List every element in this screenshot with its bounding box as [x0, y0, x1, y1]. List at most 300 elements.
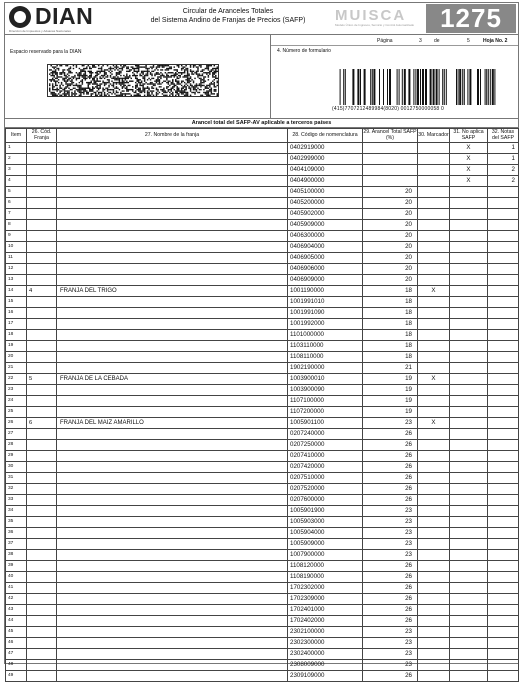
- cell-nombre-franja: [57, 671, 288, 682]
- cell-nombre-franja: [57, 638, 288, 649]
- cell-arancel: 26: [363, 583, 418, 594]
- cell-nomenclatura: 0405902000: [288, 209, 363, 220]
- cell-arancel: 26: [363, 429, 418, 440]
- cell-marcador: X: [418, 286, 450, 297]
- reserved-space-label: Espacio reservado para la DIAN: [10, 49, 82, 55]
- cell-arancel: 19: [363, 396, 418, 407]
- cell-notas: [488, 660, 519, 671]
- cell-no-aplica: [450, 660, 488, 671]
- cell-nombre-franja: [57, 308, 288, 319]
- cell-marcador: [418, 638, 450, 649]
- cell-cod-franja: [27, 517, 57, 528]
- cell-arancel: 26: [363, 473, 418, 484]
- table-row: [6, 605, 519, 616]
- cell-item: 23: [6, 385, 27, 396]
- cell-no-aplica: [450, 429, 488, 440]
- cell-nombre-franja: [57, 176, 288, 187]
- cell-nomenclatura: 1005904000: [288, 528, 363, 539]
- cell-no-aplica: [450, 297, 488, 308]
- cell-nombre-franja: FRANJA DEL TRIGO: [57, 286, 288, 297]
- table-row: [6, 594, 519, 605]
- cell-marcador: X: [418, 374, 450, 385]
- cell-item: 5: [6, 187, 27, 198]
- cell-arancel: [363, 176, 418, 187]
- cell-nomenclatura: 1103110000: [288, 341, 363, 352]
- cell-nombre-franja: [57, 396, 288, 407]
- cell-nomenclatura: 1101000000: [288, 330, 363, 341]
- cell-no-aplica: [450, 242, 488, 253]
- cell-marcador: [418, 506, 450, 517]
- cell-notas: [488, 528, 519, 539]
- table-row: [6, 583, 519, 594]
- cell-arancel: 23: [363, 638, 418, 649]
- cell-notas: [488, 440, 519, 451]
- cell-cod-franja: [27, 308, 57, 319]
- cell-cod-franja: [27, 143, 57, 154]
- dian-barcode-2d: [47, 64, 219, 97]
- cell-notas: [488, 209, 519, 220]
- cell-nomenclatura: 1005909000: [288, 539, 363, 550]
- cell-arancel: 20: [363, 198, 418, 209]
- cell-notas: [488, 231, 519, 242]
- cell-nombre-franja: [57, 352, 288, 363]
- cell-arancel: 23: [363, 660, 418, 671]
- cell-item: 35: [6, 517, 27, 528]
- cell-no-aplica: [450, 671, 488, 682]
- col-header-cod-franja: 26. Cód. Franja: [27, 129, 57, 143]
- cell-no-aplica: [450, 550, 488, 561]
- logo-text: DIAN: [35, 3, 94, 29]
- logo-subtitle: Dirección de Impuestos y Aduanas Nacionales: [9, 29, 71, 33]
- table-row: [6, 165, 519, 176]
- table-header-row: [6, 129, 519, 143]
- cell-arancel: 23: [363, 517, 418, 528]
- cell-item: 48: [6, 660, 27, 671]
- cell-cod-franja: [27, 462, 57, 473]
- cell-nomenclatura: 0404900000: [288, 176, 363, 187]
- form-header: [5, 3, 518, 35]
- cell-nomenclatura: 1005903000: [288, 517, 363, 528]
- cell-nombre-franja: [57, 253, 288, 264]
- title-line-1: Circular de Aranceles Totales: [182, 8, 274, 15]
- cell-cod-franja: [27, 528, 57, 539]
- cell-nomenclatura: 2308009000: [288, 660, 363, 671]
- cell-no-aplica: [450, 209, 488, 220]
- cell-no-aplica: X: [450, 165, 488, 176]
- cell-item: 15: [6, 297, 27, 308]
- table-row: [6, 462, 519, 473]
- cell-cod-franja: [27, 396, 57, 407]
- table-row: [6, 495, 519, 506]
- cell-marcador: [418, 594, 450, 605]
- cell-item: 16: [6, 308, 27, 319]
- cell-marcador: [418, 242, 450, 253]
- table-row: [6, 297, 519, 308]
- cell-arancel: 20: [363, 209, 418, 220]
- cell-nombre-franja: [57, 561, 288, 572]
- table-row: [6, 154, 519, 165]
- cell-notas: 2: [488, 176, 519, 187]
- cell-marcador: [418, 319, 450, 330]
- cell-no-aplica: [450, 253, 488, 264]
- cell-no-aplica: [450, 396, 488, 407]
- cell-cod-franja: [27, 495, 57, 506]
- table-row: [6, 385, 519, 396]
- cell-nomenclatura: 0207240000: [288, 429, 363, 440]
- cell-no-aplica: [450, 275, 488, 286]
- cell-marcador: [418, 473, 450, 484]
- cell-no-aplica: [450, 264, 488, 275]
- cell-cod-franja: [27, 220, 57, 231]
- cell-nombre-franja: [57, 264, 288, 275]
- cell-no-aplica: [450, 330, 488, 341]
- section-title: Arancel total del SAFP-AV aplicable a terceros países: [5, 119, 518, 128]
- cell-nomenclatura: 2302400000: [288, 649, 363, 660]
- table-row: [6, 198, 519, 209]
- table-row: [6, 539, 519, 550]
- cell-nombre-franja: [57, 517, 288, 528]
- cell-cod-franja: [27, 660, 57, 671]
- cell-notas: [488, 220, 519, 231]
- cell-notas: [488, 627, 519, 638]
- cell-no-aplica: [450, 220, 488, 231]
- cell-arancel: 23: [363, 627, 418, 638]
- cell-arancel: 19: [363, 407, 418, 418]
- cell-marcador: [418, 528, 450, 539]
- cell-no-aplica: [450, 638, 488, 649]
- cell-notas: [488, 649, 519, 660]
- cell-no-aplica: [450, 451, 488, 462]
- cell-nomenclatura: 0406906000: [288, 264, 363, 275]
- cell-item: 18: [6, 330, 27, 341]
- cell-nombre-franja: [57, 462, 288, 473]
- tariff-table: [5, 128, 519, 682]
- table-row: [6, 143, 519, 154]
- cell-notas: [488, 495, 519, 506]
- cell-marcador: [418, 165, 450, 176]
- cell-arancel: 23: [363, 506, 418, 517]
- col-header-notas: 32. Notas del SAFP: [488, 129, 519, 143]
- cell-nombre-franja: FRANJA DEL MAIZ AMARILLO: [57, 418, 288, 429]
- table-row: [6, 319, 519, 330]
- cell-marcador: [418, 154, 450, 165]
- cell-nomenclatura: 1108190000: [288, 572, 363, 583]
- cell-marcador: [418, 627, 450, 638]
- table-row: [6, 176, 519, 187]
- muisca-seal: [335, 7, 421, 29]
- cell-item: 32: [6, 484, 27, 495]
- cell-no-aplica: [450, 539, 488, 550]
- cell-arancel: 26: [363, 605, 418, 616]
- cell-marcador: [418, 616, 450, 627]
- cell-nomenclatura: 0406904000: [288, 242, 363, 253]
- cell-nomenclatura: 1902190000: [288, 363, 363, 374]
- cell-notas: [488, 297, 519, 308]
- cell-item: 20: [6, 352, 27, 363]
- cell-cod-franja: [27, 264, 57, 275]
- cell-marcador: [418, 429, 450, 440]
- cell-cod-franja: [27, 506, 57, 517]
- cell-item: 45: [6, 627, 27, 638]
- cell-notas: [488, 374, 519, 385]
- cell-no-aplica: [450, 473, 488, 484]
- table-row: [6, 418, 519, 429]
- cell-item: 47: [6, 649, 27, 660]
- cell-arancel: 26: [363, 495, 418, 506]
- cell-arancel: 26: [363, 671, 418, 682]
- table-row: [6, 242, 519, 253]
- cell-item: 49: [6, 671, 27, 682]
- cell-cod-franja: [27, 275, 57, 286]
- col-header-arancel: 29. Arancel Total SAFP (%): [363, 129, 417, 141]
- cell-marcador: [418, 231, 450, 242]
- cell-notas: [488, 418, 519, 429]
- cell-cod-franja: [27, 176, 57, 187]
- cell-cod-franja: [27, 231, 57, 242]
- cell-item: 29: [6, 451, 27, 462]
- cell-item: 7: [6, 209, 27, 220]
- cell-arancel: [363, 154, 418, 165]
- cell-no-aplica: [450, 605, 488, 616]
- info-row: [5, 35, 518, 119]
- cell-cod-franja: [27, 297, 57, 308]
- cell-nombre-franja: [57, 605, 288, 616]
- cell-no-aplica: [450, 319, 488, 330]
- cell-cod-franja: [27, 649, 57, 660]
- cell-cod-franja: [27, 627, 57, 638]
- cell-nombre-franja: [57, 154, 288, 165]
- cell-marcador: [418, 517, 450, 528]
- cell-notas: [488, 539, 519, 550]
- cell-arancel: 26: [363, 594, 418, 605]
- table-row: [6, 264, 519, 275]
- cell-nombre-franja: [57, 363, 288, 374]
- cell-cod-franja: [27, 319, 57, 330]
- cell-nomenclatura: 1702309000: [288, 594, 363, 605]
- cell-arancel: 20: [363, 275, 418, 286]
- cell-notas: [488, 352, 519, 363]
- cell-item: 44: [6, 616, 27, 627]
- cell-nomenclatura: 1001992000: [288, 319, 363, 330]
- cell-notas: [488, 396, 519, 407]
- table-row: [6, 473, 519, 484]
- cell-nombre-franja: [57, 198, 288, 209]
- table-row: [6, 286, 519, 297]
- cell-nomenclatura: 1001991090: [288, 308, 363, 319]
- cell-cod-franja: [27, 440, 57, 451]
- cell-item: 22: [6, 374, 27, 385]
- cell-arancel: 21: [363, 363, 418, 374]
- cell-marcador: [418, 484, 450, 495]
- cell-cod-franja: [27, 550, 57, 561]
- cell-nombre-franja: [57, 484, 288, 495]
- cell-marcador: [418, 495, 450, 506]
- cell-marcador: [418, 297, 450, 308]
- cell-marcador: [418, 264, 450, 275]
- cell-item: 21: [6, 363, 27, 374]
- cell-marcador: [418, 407, 450, 418]
- cell-item: 42: [6, 594, 27, 605]
- cell-no-aplica: [450, 506, 488, 517]
- cell-nomenclatura: 0207410000: [288, 451, 363, 462]
- form-title: [133, 7, 323, 25]
- cell-arancel: 20: [363, 253, 418, 264]
- cell-notas: [488, 550, 519, 561]
- cell-nomenclatura: 1007900000: [288, 550, 363, 561]
- cell-no-aplica: [450, 495, 488, 506]
- cell-arancel: 26: [363, 462, 418, 473]
- cell-arancel: 18: [363, 297, 418, 308]
- page-of-label: de: [434, 38, 440, 44]
- cell-no-aplica: [450, 418, 488, 429]
- cell-arancel: [363, 165, 418, 176]
- cell-arancel: 18: [363, 286, 418, 297]
- cell-no-aplica: [450, 528, 488, 539]
- cell-nombre-franja: [57, 506, 288, 517]
- cell-nombre-franja: [57, 495, 288, 506]
- cell-nomenclatura: 1108110000: [288, 352, 363, 363]
- cell-marcador: [418, 550, 450, 561]
- cell-nomenclatura: 0207520000: [288, 484, 363, 495]
- cell-nomenclatura: 0402919000: [288, 143, 363, 154]
- cell-marcador: [418, 352, 450, 363]
- dian-emblem-icon: [9, 6, 31, 28]
- cell-no-aplica: [450, 440, 488, 451]
- cell-nombre-franja: [57, 187, 288, 198]
- table-row: [6, 352, 519, 363]
- cell-marcador: [418, 561, 450, 572]
- cell-item: 1: [6, 143, 27, 154]
- cell-marcador: [418, 253, 450, 264]
- cell-cod-franja: [27, 594, 57, 605]
- form-number-label: 4. Número de formulario: [277, 48, 331, 54]
- cell-item: 4: [6, 176, 27, 187]
- cell-arancel: 23: [363, 418, 418, 429]
- cell-nomenclatura: 2302300000: [288, 638, 363, 649]
- cell-nombre-franja: [57, 572, 288, 583]
- table-row: [6, 649, 519, 660]
- cell-cod-franja: [27, 198, 57, 209]
- table-row: [6, 660, 519, 671]
- cell-notas: [488, 671, 519, 682]
- cell-cod-franja: [27, 407, 57, 418]
- cell-cod-franja: 4: [27, 286, 57, 297]
- cell-no-aplica: [450, 341, 488, 352]
- cell-no-aplica: [450, 561, 488, 572]
- cell-marcador: [418, 363, 450, 374]
- table-row: [6, 308, 519, 319]
- cell-no-aplica: X: [450, 143, 488, 154]
- cell-notas: [488, 605, 519, 616]
- cell-item: 43: [6, 605, 27, 616]
- cell-nomenclatura: 1003900010: [288, 374, 363, 385]
- cell-cod-franja: [27, 253, 57, 264]
- cell-cod-franja: [27, 352, 57, 363]
- cell-cod-franja: [27, 583, 57, 594]
- col-header-nomenclatura: 28. Código de nomenclatura: [288, 129, 363, 143]
- table-row: [6, 429, 519, 440]
- table-row: [6, 671, 519, 682]
- cell-marcador: [418, 275, 450, 286]
- cell-nomenclatura: 1001190000: [288, 286, 363, 297]
- cell-marcador: [418, 341, 450, 352]
- cell-nombre-franja: FRANJA DE LA CEBADA: [57, 374, 288, 385]
- cell-nombre-franja: [57, 440, 288, 451]
- cell-notas: 2: [488, 165, 519, 176]
- cell-nombre-franja: [57, 319, 288, 330]
- cell-cod-franja: [27, 572, 57, 583]
- cell-no-aplica: [450, 583, 488, 594]
- form-page: [4, 2, 519, 679]
- cell-marcador: [418, 671, 450, 682]
- cell-arancel: 26: [363, 561, 418, 572]
- cell-marcador: [418, 539, 450, 550]
- cell-notas: [488, 462, 519, 473]
- page-line-divider: [271, 45, 518, 46]
- cell-nomenclatura: 1107100000: [288, 396, 363, 407]
- sheet-number: Hoja No. 2: [483, 38, 508, 44]
- table-row: [6, 363, 519, 374]
- cell-item: 14: [6, 286, 27, 297]
- cell-nombre-franja: [57, 220, 288, 231]
- cell-nomenclatura: 0402999000: [288, 154, 363, 165]
- cell-item: 9: [6, 231, 27, 242]
- cell-notas: [488, 473, 519, 484]
- form-barcode: [337, 69, 497, 105]
- cell-nomenclatura: 1001991010: [288, 297, 363, 308]
- cell-cod-franja: [27, 165, 57, 176]
- cell-cod-franja: [27, 363, 57, 374]
- col-header-item: Item: [6, 129, 27, 143]
- cell-nombre-franja: [57, 341, 288, 352]
- cell-nomenclatura: 0404109000: [288, 165, 363, 176]
- cell-item: 30: [6, 462, 27, 473]
- cell-cod-franja: [27, 330, 57, 341]
- table-row: [6, 506, 519, 517]
- cell-arancel: 26: [363, 440, 418, 451]
- cell-nombre-franja: [57, 627, 288, 638]
- cell-notas: [488, 319, 519, 330]
- table-row: [6, 275, 519, 286]
- cell-nombre-franja: [57, 231, 288, 242]
- cell-cod-franja: [27, 473, 57, 484]
- seal-word: MUISCA: [335, 7, 407, 24]
- cell-nombre-franja: [57, 616, 288, 627]
- cell-nomenclatura: 1107200000: [288, 407, 363, 418]
- cell-notas: 1: [488, 143, 519, 154]
- cell-item: 39: [6, 561, 27, 572]
- cell-marcador: [418, 462, 450, 473]
- cell-nombre-franja: [57, 451, 288, 462]
- cell-nombre-franja: [57, 297, 288, 308]
- cell-notas: [488, 275, 519, 286]
- cell-no-aplica: [450, 363, 488, 374]
- cell-notas: [488, 561, 519, 572]
- title-line-2: del Sistema Andino de Franjas de Precios (SAFP): [150, 17, 306, 24]
- cell-nombre-franja: [57, 429, 288, 440]
- cell-cod-franja: [27, 429, 57, 440]
- cell-arancel: 20: [363, 264, 418, 275]
- cell-marcador: [418, 176, 450, 187]
- cell-marcador: [418, 220, 450, 231]
- cell-no-aplica: [450, 286, 488, 297]
- table-row: [6, 341, 519, 352]
- cell-item: 31: [6, 473, 27, 484]
- cell-nombre-franja: [57, 583, 288, 594]
- cell-nomenclatura: 0207600000: [288, 495, 363, 506]
- cell-arancel: 20: [363, 231, 418, 242]
- cell-nomenclatura: 0405100000: [288, 187, 363, 198]
